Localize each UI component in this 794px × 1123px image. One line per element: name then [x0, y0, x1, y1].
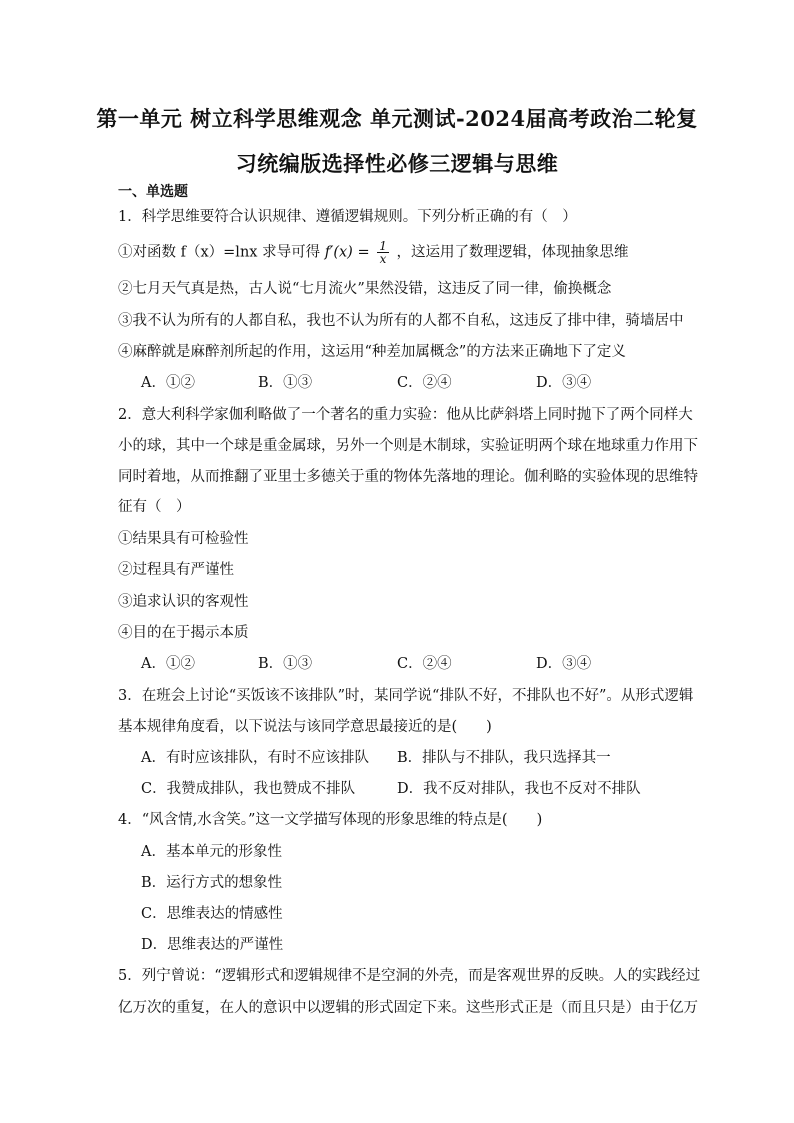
q4-option-b: B．运行方式的想象性: [141, 875, 283, 891]
q1-s1-pre: ①对函数 f（x）=lnx 求导可得: [118, 244, 321, 261]
doc-title-line2: 习统编版选择性必修三逻辑与思维: [235, 151, 559, 176]
q2-option-d: D．③④: [536, 656, 592, 672]
q1-option-d: D．③④: [536, 375, 592, 391]
q2-statement-3: ③追求认识的客观性: [118, 594, 249, 610]
q4-stem: 4．“风含情,水含笑。”这一文学描写体现的形象思维的特点是( ): [118, 812, 543, 828]
q3-option-d: D．我不反对排队，我也不反对不排队: [397, 781, 641, 797]
q5-stem-line2: 亿万次的重复，在人的意识中以逻辑的形式固定下来。这些形式正是（而且只是）由于亿万: [118, 1000, 698, 1016]
q2-statement-1: ①结果具有可检验性: [118, 531, 249, 547]
q3-option-c: C．我赞成排队，我也赞成不排队: [141, 781, 356, 797]
q1-statement-1: [118, 240, 628, 265]
q1-option-a: A．①②: [141, 375, 195, 391]
q1-s1-denominator: x: [379, 252, 387, 266]
q3-option-b: B．排队与不排队，我只选择其一: [397, 750, 611, 766]
q1-option-b: B．①③: [258, 375, 313, 391]
q2-stem-line1: 2．意大利科学家伽利略做了一个著名的重力实验：他从比萨斜塔上同时抛下了两个同样大: [118, 407, 693, 423]
q1-s1-derivative: f′(x) =: [324, 244, 370, 261]
q3-option-a: A．有时应该排队，有时不应该排队: [141, 750, 369, 766]
q1-statement-2: ②七月天气真是热，古人说“七月流火”果然没错，这违反了同一律，偷换概念: [118, 281, 612, 297]
q1-s1-fraction: [377, 240, 389, 265]
q2-statement-2: ②过程具有严谨性: [118, 562, 234, 578]
q1-statement-3: ③我不认为所有的人都自私，我也不认为所有的人都不自私，这违反了排中律，骑墙居中: [118, 313, 684, 329]
section-heading: 一、单选题: [118, 184, 188, 200]
q1-s1-post: ，这运用了数理逻辑，体现抽象思维: [396, 244, 629, 261]
q1-option-c: C．②④: [397, 375, 452, 391]
q1-stem: 1．科学思维要符合认识规律、遵循逻辑规则。下列分析正确的有（ ）: [118, 209, 577, 225]
q1-statement-4: ④麻醉就是麻醉剂所起的作用，这运用“种差加属概念”的方法来正确地下了定义: [118, 344, 626, 360]
doc-title-line1: 第一单元 树立科学思维观念 单元测试-2024届高考政治二轮复: [96, 106, 698, 131]
q1-s1-numerator: 1: [379, 239, 387, 253]
q2-statement-4: ④目的在于揭示本质: [118, 625, 249, 641]
q2-option-c: C．②④: [397, 656, 452, 672]
q4-option-d: D．思维表达的严谨性: [141, 937, 284, 953]
q2-option-a: A．①②: [141, 656, 195, 672]
q2-stem-line4: 征有（ ）: [118, 499, 191, 515]
q4-option-c: C．思维表达的情感性: [141, 906, 283, 922]
q2-stem-line3: 同时着地，从而推翻了亚里士多德关于重的物体先落地的理论。伽利略的实验体现的思维特: [118, 469, 698, 485]
q3-stem-line1: 3．在班会上讨论“买饭该不该排队”时，某同学说“排队不好，不排队也不好”。从形式逻辑: [118, 688, 694, 704]
q4-option-a: A．基本单元的形象性: [141, 844, 282, 860]
q2-stem-line2: 小的球，其中一个球是重金属球，另外一个则是木制球，实验证明两个球在地球重力作用下: [118, 438, 698, 454]
q2-option-b: B．①③: [258, 656, 313, 672]
q5-stem-line1: 5．列宁曾说：“逻辑形式和逻辑规律不是空洞的外壳，而是客观世界的反映。人的实践经过: [118, 968, 701, 984]
q3-stem-line2: 基本规律角度看，以下说法与该同学意思最接近的是( ): [118, 719, 492, 735]
